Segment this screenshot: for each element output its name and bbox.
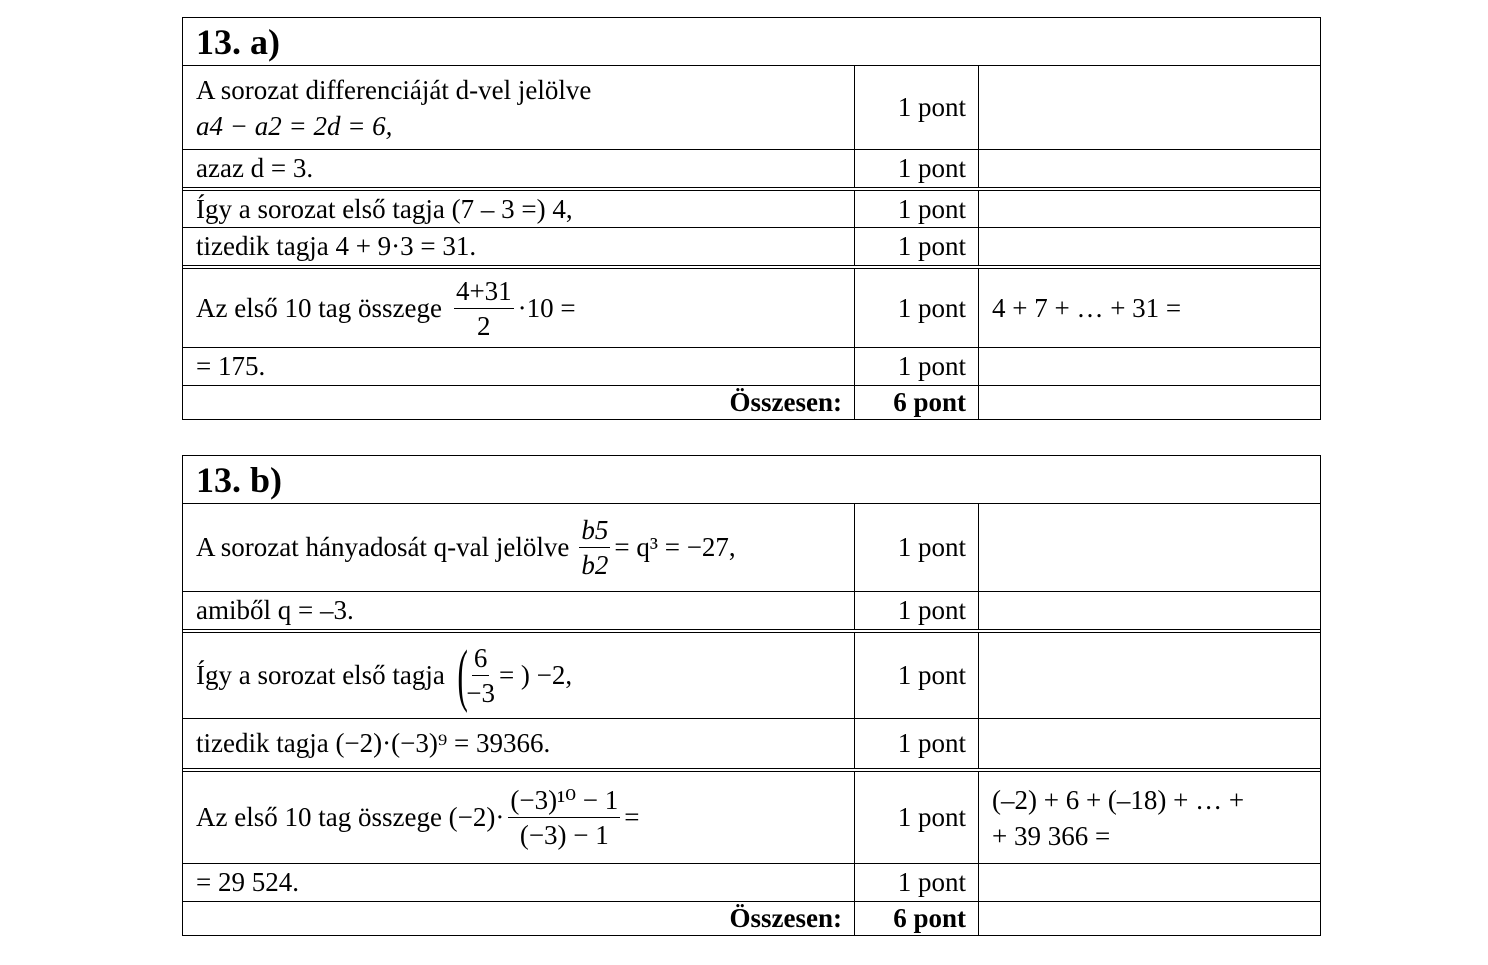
fraction — [466, 641, 495, 710]
formula-tail: = — [624, 802, 640, 832]
table-row — [183, 187, 1320, 227]
solution-text: Az első 10 tag összege (−2)· — [196, 802, 505, 832]
points-cell: 1 pont — [855, 633, 979, 718]
total-points: 6 pont — [855, 902, 979, 935]
total-label: Összesen: — [183, 902, 855, 935]
fraction — [579, 513, 610, 582]
points-cell: 1 pont — [855, 504, 979, 591]
points-cell: 1 pont — [855, 228, 979, 265]
note-cell — [979, 386, 1320, 419]
points-cell: 1 pont — [855, 592, 979, 629]
solution-text: A sorozat hányadosát q-val jelölve — [196, 532, 570, 562]
points-cell: 1 pont — [855, 719, 979, 768]
note-cell — [979, 719, 1320, 768]
points-cell: 1 pont — [855, 269, 979, 347]
solution-cell — [183, 633, 855, 718]
table-row — [183, 347, 1320, 385]
solution-table-13a — [182, 17, 1321, 420]
note-cell — [979, 633, 1320, 718]
total-label: Összesen: — [183, 386, 855, 419]
note-cell — [979, 228, 1320, 265]
note-cell — [979, 150, 1320, 187]
solution-text: tizedik tagja 4 + 9·3 = 31. — [183, 228, 855, 265]
fraction — [454, 274, 514, 343]
solution-cell — [183, 772, 855, 863]
note-cell — [979, 504, 1320, 591]
fraction-denominator: −3 — [466, 678, 495, 708]
solution-text: = 29 524. — [183, 864, 855, 901]
formula-tail: = q³ = −27, — [614, 532, 736, 562]
points-cell: 1 pont — [855, 66, 979, 149]
solution-text: amiből q = –3. — [183, 592, 855, 629]
fraction — [508, 783, 620, 852]
note-cell — [979, 902, 1320, 935]
solution-text: Így a sorozat első tagja — [196, 660, 445, 690]
table-row — [183, 227, 1320, 265]
table-row — [183, 504, 1320, 591]
note-cell — [979, 348, 1320, 385]
note-cell: 4 + 7 + … + 31 = — [992, 292, 1182, 323]
table-row — [183, 265, 1320, 347]
total-points: 6 pont — [855, 386, 979, 419]
solution-text: = 175. — [183, 348, 855, 385]
points-cell: 1 pont — [855, 864, 979, 901]
total-row — [183, 901, 1320, 935]
fraction-denominator: b2 — [581, 550, 609, 580]
table-row — [183, 863, 1320, 901]
fraction-denominator: 2 — [477, 310, 491, 341]
note-cell — [979, 66, 1320, 149]
formula-tail: ·10 = — [517, 292, 576, 323]
solution-cell — [183, 66, 855, 149]
fraction-numerator: (−3)¹⁰ − 1 — [508, 783, 620, 818]
section-title: 13. b) — [183, 456, 1320, 504]
solution-text: A sorozat differenciáját d-vel jelölve — [196, 74, 592, 105]
solution-cell — [183, 269, 855, 347]
fraction-numerator: 4+31 — [454, 274, 514, 309]
note-cell — [979, 772, 1320, 863]
table-row — [183, 149, 1320, 187]
table-row — [183, 768, 1320, 863]
left-paren: ( — [457, 636, 468, 714]
table-row — [183, 629, 1320, 718]
total-row — [183, 385, 1320, 419]
solution-text: Az első 10 tag összege — [196, 292, 442, 323]
fraction-numerator: 6 — [472, 641, 490, 676]
note-cell — [979, 191, 1320, 227]
note-cell — [979, 864, 1320, 901]
note-line: (–2) + 6 + (–18) + … + — [992, 784, 1245, 815]
points-cell: 1 pont — [855, 191, 979, 227]
fraction-denominator: (−3) − 1 — [519, 820, 609, 850]
formula-tail: = ) −2, — [498, 660, 573, 690]
points-cell: 1 pont — [855, 348, 979, 385]
solution-cell — [183, 504, 855, 591]
solution-text: tizedik tagja (−2)·(−3)⁹ = 39366. — [183, 719, 855, 768]
solution-text: azaz d = 3. — [183, 150, 855, 187]
table-row — [183, 66, 1320, 149]
solution-table-13b — [182, 455, 1321, 936]
table-row — [183, 591, 1320, 629]
section-title: 13. a) — [183, 18, 1320, 66]
solution-formula: a4 − a2 = 2d = 6, — [196, 110, 393, 141]
note-cell — [979, 592, 1320, 629]
points-cell: 1 pont — [855, 150, 979, 187]
solution-text: Így a sorozat első tagja (7 – 3 =) 4, — [183, 191, 855, 227]
fraction-numerator: b5 — [579, 513, 610, 548]
points-cell: 1 pont — [855, 772, 979, 863]
table-row — [183, 718, 1320, 768]
note-line: + 39 366 = — [992, 820, 1111, 851]
